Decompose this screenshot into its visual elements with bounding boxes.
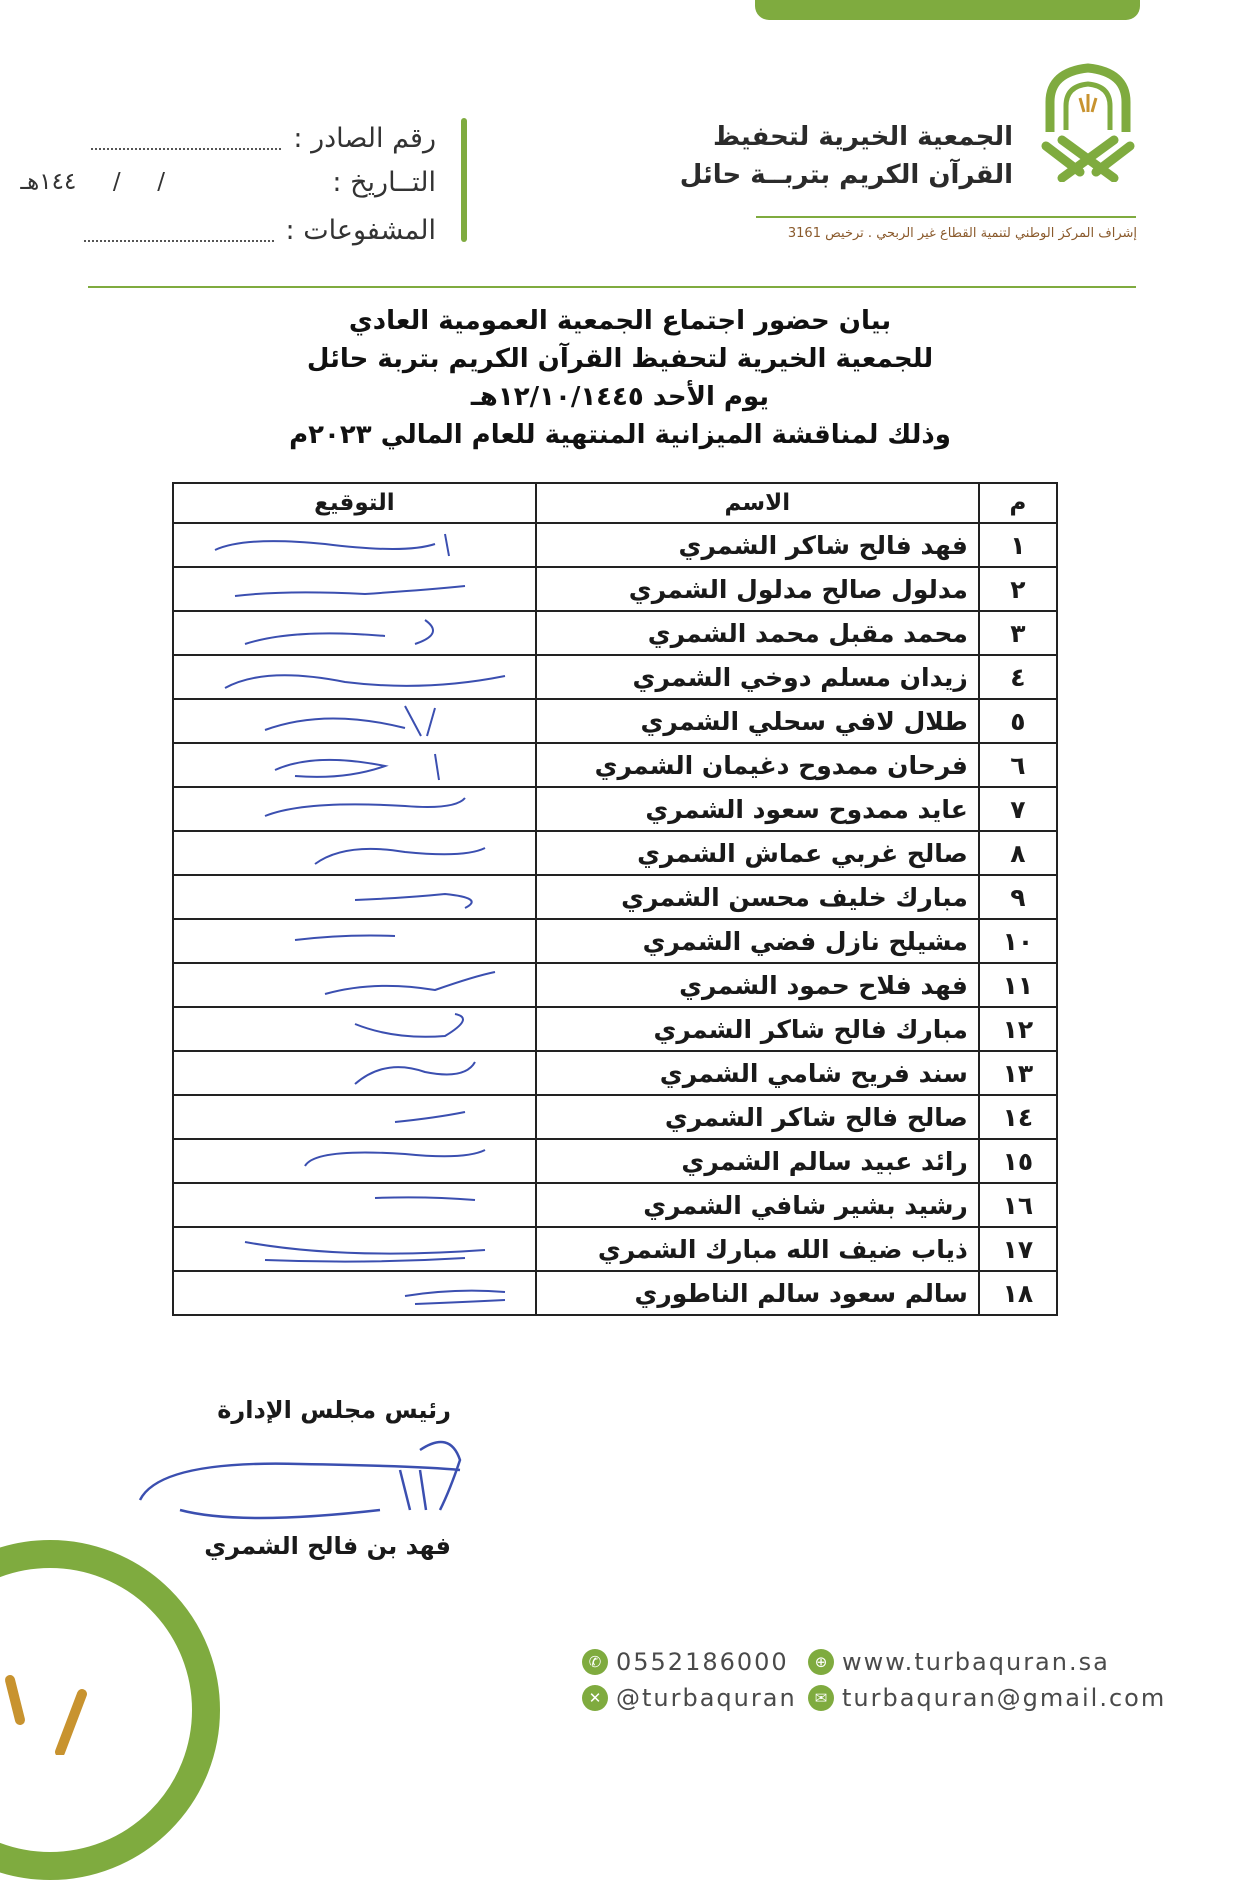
row-number: ٦	[979, 743, 1057, 787]
table-row	[173, 655, 1057, 699]
row-number: ٥	[979, 699, 1057, 743]
member-name: سند فريح شامي الشمري	[536, 1051, 979, 1095]
member-signature	[173, 831, 536, 875]
member-name: ذياب ضيف الله مبارك الشمري	[536, 1227, 979, 1271]
row-number: ٧	[979, 787, 1057, 831]
handwritten-signature	[205, 1010, 525, 1048]
table-row	[173, 831, 1057, 875]
table-row	[173, 1183, 1057, 1227]
row-number: ٤	[979, 655, 1057, 699]
org-name-line2: القرآن الكريم بتربــة حائل	[679, 160, 1013, 190]
row-number: ٣	[979, 611, 1057, 655]
member-signature	[173, 875, 536, 919]
member-signature	[173, 743, 536, 787]
handwritten-signature	[205, 1274, 525, 1312]
table-row	[173, 743, 1057, 787]
member-signature	[173, 1271, 536, 1315]
table-row	[173, 611, 1057, 655]
member-name: فهد فالح شاكر الشمري	[536, 523, 979, 567]
header-num: م	[979, 483, 1057, 523]
attachments-blank	[84, 218, 274, 242]
member-signature	[173, 699, 536, 743]
member-signature	[173, 1007, 536, 1051]
member-name: مبارك خليف محسن الشمري	[536, 875, 979, 919]
globe-icon: ⊕	[808, 1649, 834, 1675]
date-label: التــاريخ :	[332, 166, 436, 198]
member-name: رشيد بشير شافي الشمري	[536, 1183, 979, 1227]
handwritten-signature	[205, 834, 525, 872]
attendance-table	[172, 482, 1058, 1316]
member-name: فهد فلاح حمود الشمري	[536, 963, 979, 1007]
member-signature	[173, 567, 536, 611]
organization-name	[593, 118, 1013, 194]
handwritten-signature	[205, 658, 525, 696]
table-row	[173, 787, 1057, 831]
document-title	[160, 302, 1080, 454]
member-signature	[173, 1051, 536, 1095]
member-signature	[173, 1139, 536, 1183]
handwritten-signature	[205, 966, 525, 1004]
row-number: ١٣	[979, 1051, 1057, 1095]
row-number: ١	[979, 523, 1057, 567]
title-line2: للجمعية الخيرية لتحفيظ القرآن الكريم بتربة حائل	[306, 344, 934, 374]
member-signature	[173, 963, 536, 1007]
member-signature	[173, 1183, 536, 1227]
member-signature	[173, 1095, 536, 1139]
member-name: رائد عبيد سالم الشمري	[536, 1139, 979, 1183]
row-number: ٩	[979, 875, 1057, 919]
twitter-contact	[582, 1684, 797, 1712]
member-name: مدلول صالح مدلول الشمري	[536, 567, 979, 611]
table-row	[173, 523, 1057, 567]
member-name: صالح فالح شاكر الشمري	[536, 1095, 979, 1139]
ref-number-row	[91, 118, 436, 158]
row-number: ١٠	[979, 919, 1057, 963]
table-header-row	[173, 483, 1057, 523]
handwritten-signature	[205, 790, 525, 828]
table-row	[173, 1007, 1057, 1051]
member-name: صالح غربي عماش الشمري	[536, 831, 979, 875]
member-name: فرحان ممدوح دغيمان الشمري	[536, 743, 979, 787]
website-contact	[808, 1648, 1110, 1676]
handwritten-signature	[205, 922, 525, 960]
member-signature	[173, 787, 536, 831]
decorative-rays	[0, 1640, 110, 1755]
phone-number: 0552186000	[616, 1648, 789, 1676]
table-row	[173, 699, 1057, 743]
top-accent-bar	[755, 0, 1140, 20]
chairman-name: فهد بن فالح الشمري	[204, 1532, 451, 1560]
handwritten-signature	[205, 526, 525, 564]
handwritten-signature	[205, 878, 525, 916]
table-row	[173, 1227, 1057, 1271]
row-number: ١٦	[979, 1183, 1057, 1227]
mail-icon: ✉	[808, 1685, 834, 1711]
member-name: مشيلح نازل فضي الشمري	[536, 919, 979, 963]
member-name: مبارك فالح شاكر الشمري	[536, 1007, 979, 1051]
row-number: ١١	[979, 963, 1057, 1007]
member-name: عايد ممدوح سعود الشمري	[536, 787, 979, 831]
license-text: إشراف المركز الوطني لتنمية القطاع غير الربحي . ترخيص 3161	[787, 226, 1137, 241]
table-row	[173, 963, 1057, 1007]
member-signature	[173, 919, 536, 963]
title-line3: يوم الأحد ١٢/١٠/١٤٤٥هـ	[470, 382, 770, 412]
table-row	[173, 1095, 1057, 1139]
table-row	[173, 1051, 1057, 1095]
handwritten-signature	[205, 1054, 525, 1092]
handwritten-signature	[205, 746, 525, 784]
email-address: turbaquran@gmail.com	[842, 1684, 1167, 1712]
x-icon: ✕	[582, 1685, 608, 1711]
member-signature	[173, 523, 536, 567]
org-name-line1: الجمعية الخيرية لتحفيظ	[712, 122, 1013, 152]
ref-number-blank	[91, 126, 281, 150]
letterhead-divider	[461, 118, 467, 242]
date-value: / / ١٤٤هـ	[20, 169, 180, 195]
table-row	[173, 875, 1057, 919]
table-row	[173, 567, 1057, 611]
handwritten-signature	[205, 1186, 525, 1224]
table-row	[173, 919, 1057, 963]
row-number: ١٨	[979, 1271, 1057, 1315]
member-name: زيدان مسلم دوخي الشمري	[536, 655, 979, 699]
handwritten-signature	[205, 1230, 525, 1268]
ref-number-label: رقم الصادر :	[293, 122, 436, 154]
row-number: ١٧	[979, 1227, 1057, 1271]
table-row	[173, 1139, 1057, 1183]
title-line4: وذلك لمناقشة الميزانية المنتهية للعام المالي ٢٠٢٣م	[289, 420, 951, 450]
handwritten-signature	[205, 570, 525, 608]
member-name: محمد مقبل محمد الشمري	[536, 611, 979, 655]
title-line1: بيان حضور اجتماع الجمعية العمومية العادي	[348, 306, 892, 336]
header-signature: التوقيع	[173, 483, 536, 523]
handwritten-signature	[205, 702, 525, 740]
handwritten-signature	[205, 1098, 525, 1136]
handwritten-signature	[205, 1142, 525, 1180]
phone-contact	[582, 1648, 789, 1676]
attachments-label: المشفوعات :	[285, 214, 436, 246]
table-row	[173, 1271, 1057, 1315]
row-number: ١٤	[979, 1095, 1057, 1139]
row-number: ١٥	[979, 1139, 1057, 1183]
chairman-title: رئيس مجلس الإدارة	[217, 1396, 451, 1424]
association-logo	[1040, 62, 1136, 182]
org-divider	[756, 216, 1136, 218]
date-row	[20, 162, 436, 202]
member-name: طلال لافي سحلي الشمري	[536, 699, 979, 743]
row-number: ١٢	[979, 1007, 1057, 1051]
member-signature	[173, 1227, 536, 1271]
attachments-row	[84, 210, 436, 250]
header-divider	[88, 286, 1136, 288]
member-signature	[173, 655, 536, 699]
twitter-handle: @turbaquran	[616, 1684, 797, 1712]
header-name: الاسم	[536, 483, 979, 523]
website-url: www.turbaquran.sa	[842, 1648, 1110, 1676]
row-number: ٨	[979, 831, 1057, 875]
handwritten-signature	[205, 614, 525, 652]
member-name: سالم سعود سالم الناطوري	[536, 1271, 979, 1315]
row-number: ٢	[979, 567, 1057, 611]
member-signature	[173, 611, 536, 655]
phone-icon: ✆	[582, 1649, 608, 1675]
email-contact	[808, 1684, 1166, 1712]
